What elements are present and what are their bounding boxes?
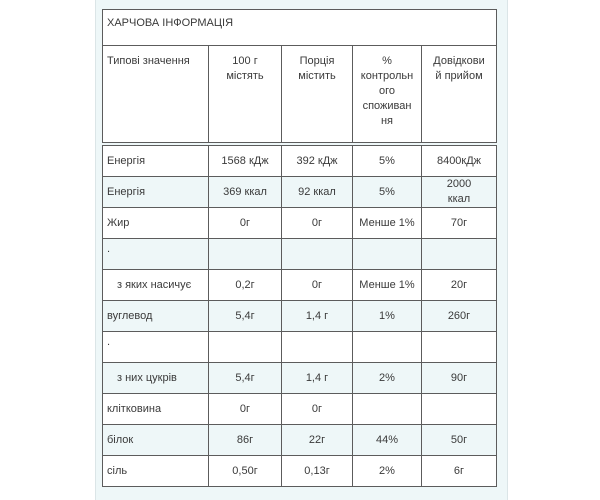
header-reference-percent — [353, 46, 422, 143]
table-cell: Енергія — [103, 146, 209, 177]
header-per-portion — [282, 46, 353, 143]
header-reference-percent-label: % контрольн ого споживан ня — [360, 55, 414, 127]
table-cell: з яких насичує — [103, 270, 209, 301]
table-cell: 5% — [353, 177, 422, 208]
table-cell: 0г — [282, 270, 353, 301]
header-row — [103, 46, 497, 143]
table-cell: з них цукрів — [103, 363, 209, 394]
table-row — [103, 239, 497, 270]
table-cell — [209, 332, 282, 363]
table-cell: Менше 1% — [353, 208, 422, 239]
table-cell: 0,50г — [209, 456, 282, 487]
table-cell: 0г — [209, 208, 282, 239]
table-cell: 392 кДж — [282, 146, 353, 177]
table-cell: 5% — [353, 146, 422, 177]
table-cell — [282, 239, 353, 270]
table-cell: 22г — [282, 425, 353, 456]
table-row — [103, 177, 497, 208]
header-per-portion-label: Порція містить — [298, 55, 336, 82]
table-cell: 0г — [282, 394, 353, 425]
table-row — [103, 146, 497, 177]
table-cell — [209, 239, 282, 270]
table-cell — [422, 239, 497, 270]
table-cell — [282, 332, 353, 363]
table-cell: 2% — [353, 363, 422, 394]
table-cell: вуглевод — [103, 301, 209, 332]
table-cell: 0,2г — [209, 270, 282, 301]
nutrition-header-table — [102, 9, 497, 143]
table-cell — [422, 332, 497, 363]
table-cell: білок — [103, 425, 209, 456]
table-cell: 0г — [209, 394, 282, 425]
table-row — [103, 425, 497, 456]
table-cell: 1% — [353, 301, 422, 332]
table-cell: 5,4г — [209, 301, 282, 332]
table-cell: 90г — [422, 363, 497, 394]
table-cell: 0,13г — [282, 456, 353, 487]
table-cell: клітковина — [103, 394, 209, 425]
table-cell: 5,4г — [209, 363, 282, 394]
table-cell: . — [103, 332, 209, 363]
table-cell: 6г — [422, 456, 497, 487]
table-row — [103, 332, 497, 363]
nutrition-data-table — [102, 145, 497, 487]
table-cell — [422, 394, 497, 425]
table-cell: 50г — [422, 425, 497, 456]
table-cell: 86г — [209, 425, 282, 456]
table-cell: Жир — [103, 208, 209, 239]
table-cell: 8400кДж — [422, 146, 497, 177]
table-row — [103, 270, 497, 301]
table-cell: 70г — [422, 208, 497, 239]
table-cell: 1568 кДж — [209, 146, 282, 177]
table-row — [103, 363, 497, 394]
table-cell: сіль — [103, 456, 209, 487]
table-cell: 369 ккал — [209, 177, 282, 208]
header-typical-values: Типові значення — [103, 46, 209, 143]
table-cell: 2% — [353, 456, 422, 487]
header-reference-intake — [422, 46, 497, 143]
table-row — [103, 301, 497, 332]
table-cell: . — [103, 239, 209, 270]
table-row — [103, 208, 497, 239]
table-row — [103, 394, 497, 425]
table-row — [103, 456, 497, 487]
table-cell — [353, 239, 422, 270]
table-cell — [353, 332, 422, 363]
header-per-100g — [209, 46, 282, 143]
table-cell: 1,4 г — [282, 363, 353, 394]
table-title: ХАРЧОВА ІНФОРМАЦІЯ — [103, 10, 497, 46]
table-cell: 44% — [353, 425, 422, 456]
table-cell: 92 ккал — [282, 177, 353, 208]
table-cell: 1,4 г — [282, 301, 353, 332]
table-cell: Енергія — [103, 177, 209, 208]
table-cell: 20г — [422, 270, 497, 301]
table-cell: 260г — [422, 301, 497, 332]
table-cell: 0г — [282, 208, 353, 239]
table-cell: 2000 ккал — [422, 177, 497, 208]
header-reference-intake-label: Довідкови й прийом — [433, 55, 485, 82]
table-cell — [353, 394, 422, 425]
header-per-100g-label: 100 г містять — [226, 55, 264, 82]
table-cell: Менше 1% — [353, 270, 422, 301]
